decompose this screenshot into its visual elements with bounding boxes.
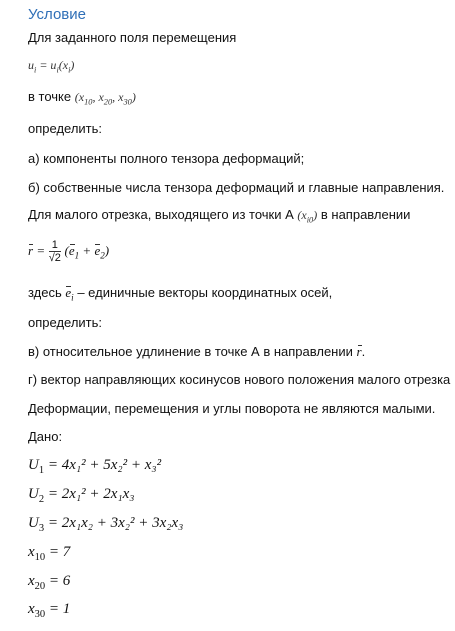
task-v-text: в) относительное удлинение в точке А в направлении xyxy=(28,344,353,359)
task-a: а) компоненты полного тензора деформаций; xyxy=(28,151,305,166)
given-u3: $U_3 = 2x_1x_2 + 3x_2^2 + 3x_2x_3$ xyxy=(28,515,184,534)
unit-vectors-text: – единичные векторы координатных осей, xyxy=(77,285,333,300)
x30-rhs: = 1 xyxy=(48,601,71,617)
point-coords: ($x_{10}$, $x_{20}$, $x_{30}$) xyxy=(74,90,136,107)
x20-rhs: = 6 xyxy=(48,573,71,589)
unit-vectors-line: здесь $e_i$ – единичные векторы координатных осей, xyxy=(28,285,333,303)
note-text: Деформации, перемещения и углы поворота не являются малыми. xyxy=(28,401,436,416)
u1-rhs: = 4x₁² + 5x₂² + x₃² xyxy=(47,457,162,473)
task-g: г) вектор направляющих косинусов нового положения малого отрезка xyxy=(28,372,451,387)
given-x30: $x_{30} = 1$ xyxy=(28,601,71,620)
point-a-coords: $(x_{i0})$ xyxy=(297,208,318,225)
given-u2: $U_2 = 2x_1^2 + 2x_1x_3$ xyxy=(28,486,135,505)
task-v: в) относительное удлинение в точке А в направлении r. xyxy=(28,344,366,359)
x10-rhs: = 7 xyxy=(48,544,71,560)
displacement-formula: $u_i = u_i(x_i)$ xyxy=(28,58,75,75)
here-word: здесь xyxy=(28,285,62,300)
point-line xyxy=(28,89,136,105)
given-x20: $x_{20} = 6$ xyxy=(28,573,71,592)
given-label: Дано: xyxy=(28,429,63,444)
segment-text: Для малого отрезка, выходящего из точки А xyxy=(28,207,294,222)
u3-rhs: = 2x₁x₂ + 3x₂² + 3x₂x₃ xyxy=(47,515,184,531)
task-b: б) собственные числа тензора деформаций и главные направления. xyxy=(28,180,445,195)
u2-rhs: = 2x₁² + 2x₁x₃ xyxy=(47,486,135,502)
determine-label-1: определить: xyxy=(28,121,103,136)
given-x10: $x_{10} = 7$ xyxy=(28,544,71,563)
condition-heading: Условие xyxy=(28,6,86,23)
determine-label-2: определить: xyxy=(28,315,103,330)
direction-text: в направлении xyxy=(320,207,411,222)
intro-text: Для заданного поля перемещения xyxy=(28,30,237,45)
direction-formula: r = $\frac{1}{√2}$ $(e_1 + e_2)$ xyxy=(28,239,110,264)
point-label: в точке xyxy=(28,89,72,104)
given-u1: $U_1 = 4x_1^2 + 5x_2^2 + x_3^2$ xyxy=(28,457,162,476)
segment-line xyxy=(28,207,410,223)
